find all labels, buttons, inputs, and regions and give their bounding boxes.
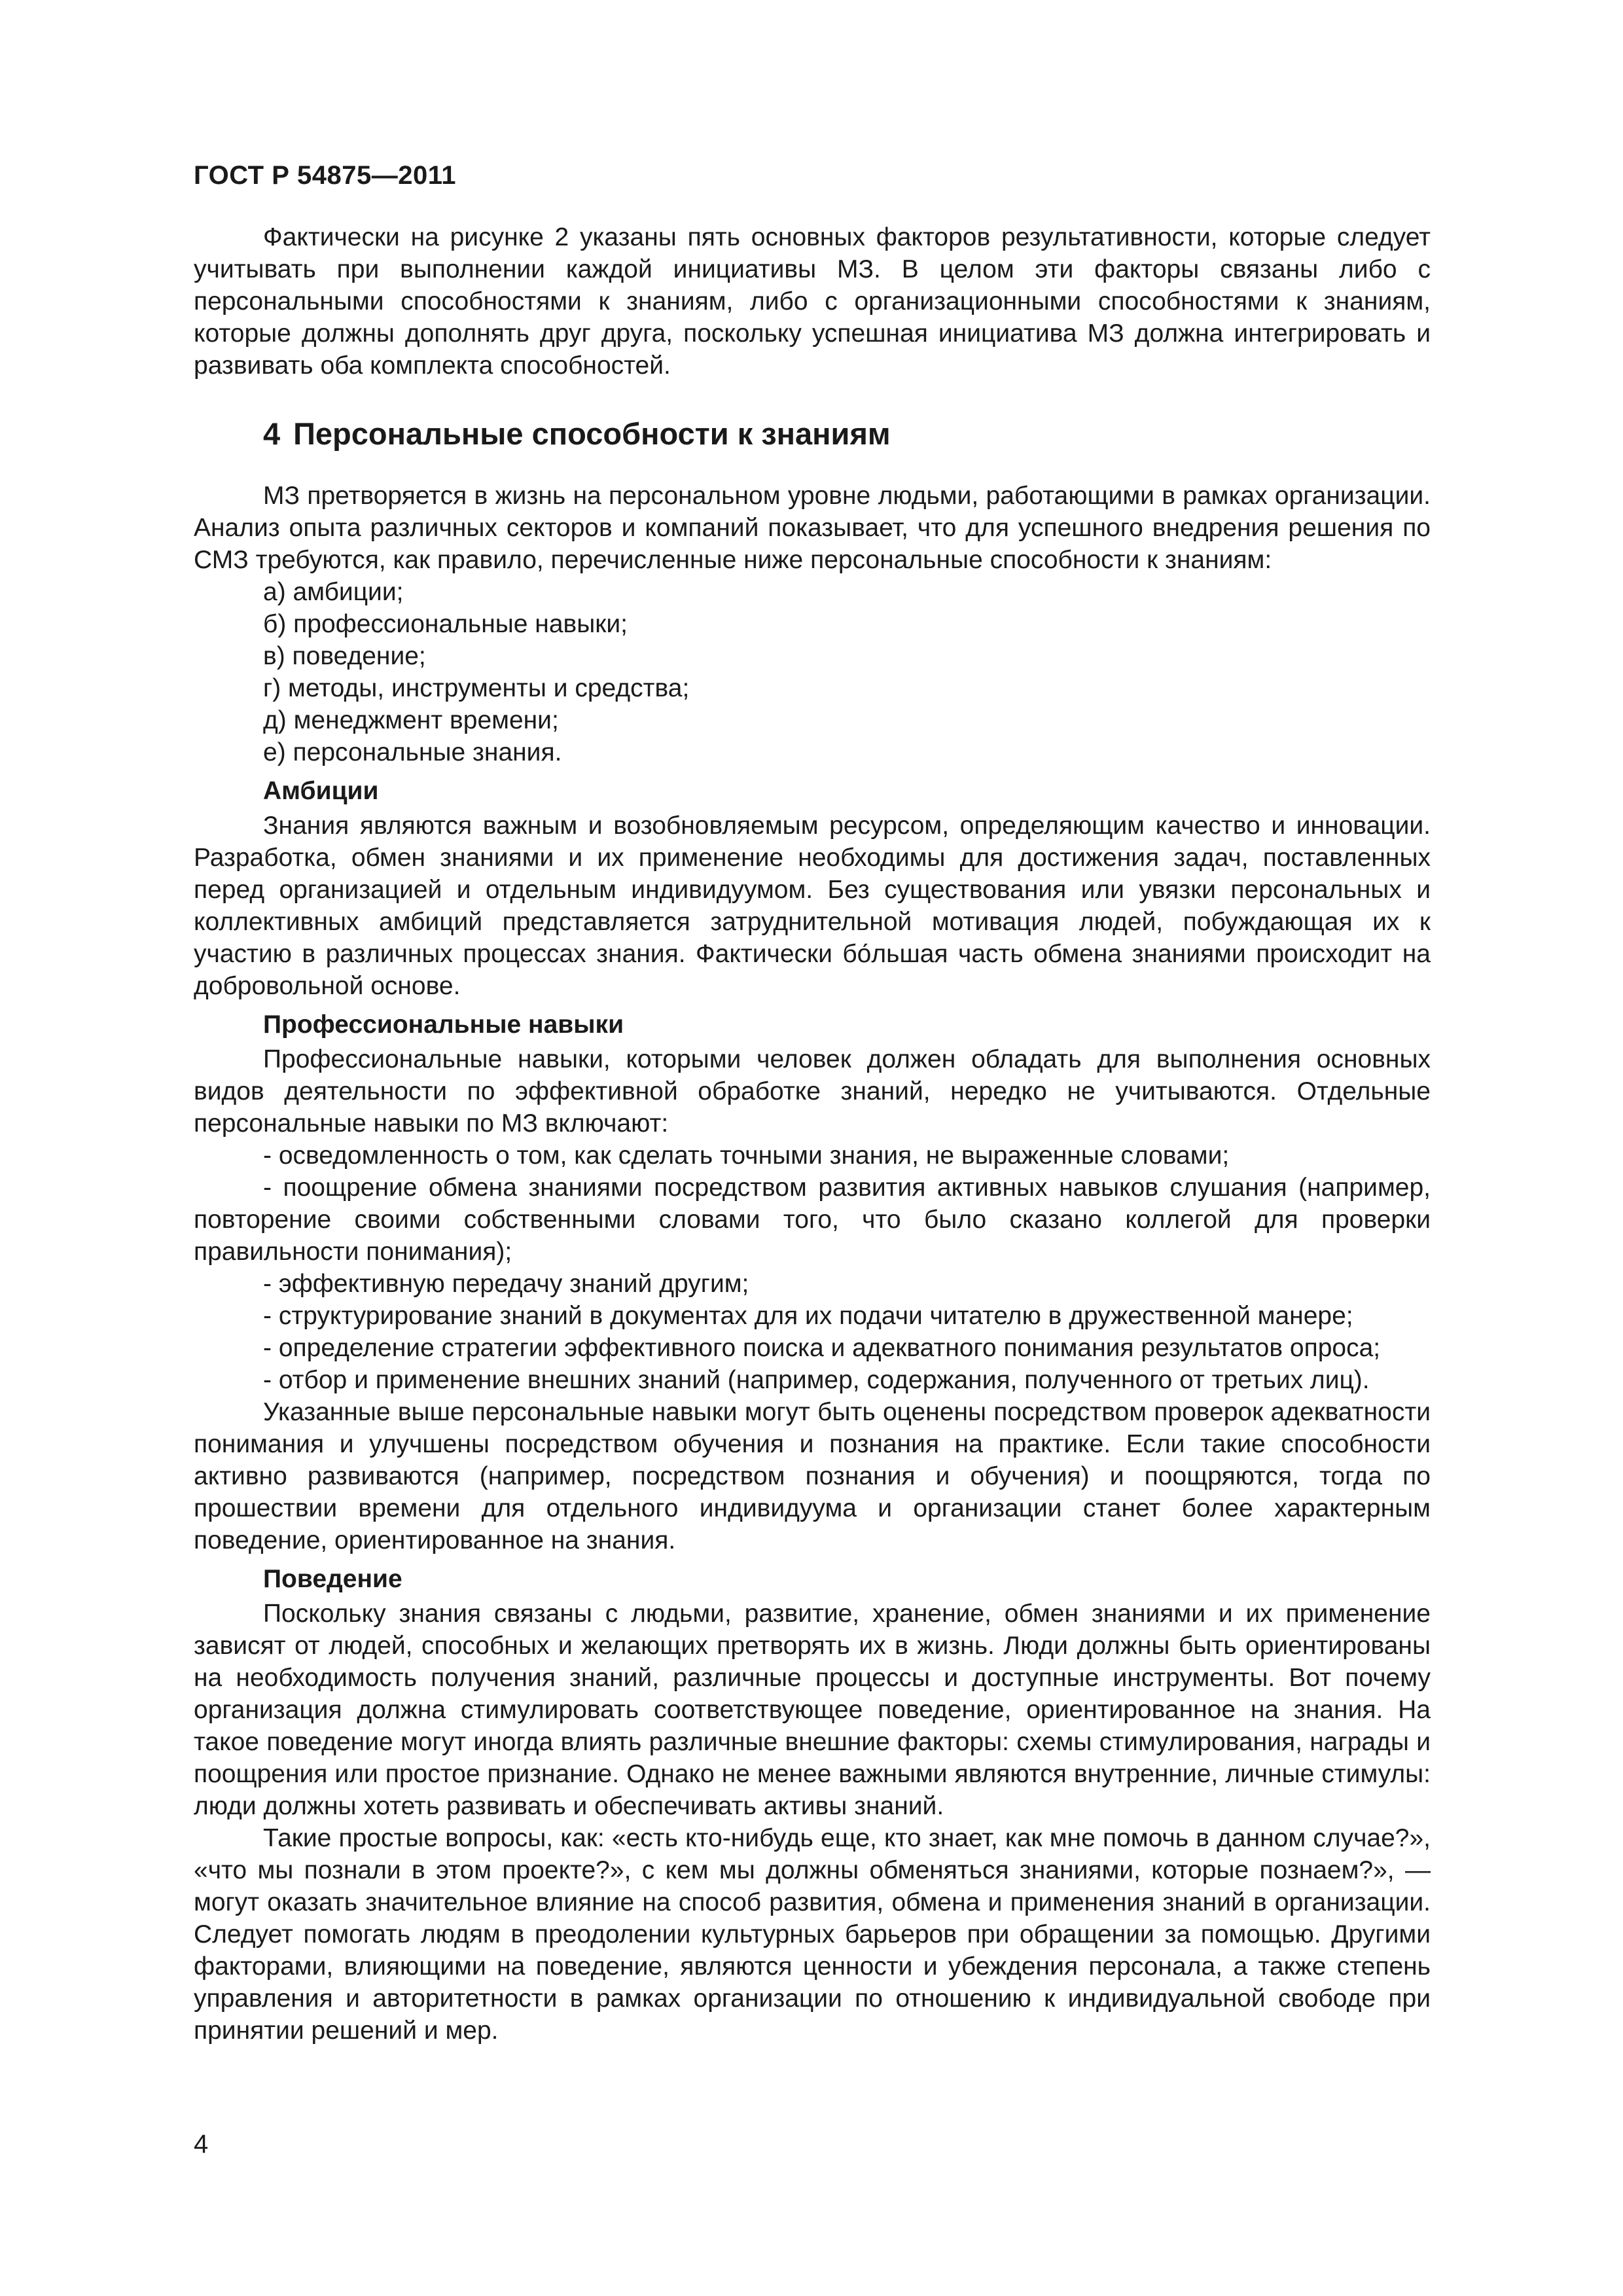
section-4-title: Персональные способности к знаниям — [293, 416, 891, 451]
ambitions-heading: Амбиции — [263, 777, 379, 805]
list-item: б) профессиональные навыки; — [263, 610, 628, 638]
list-item: - структурирование знаний в документах для их подачи читателю в дружественной манере; — [263, 1302, 1353, 1330]
list-item: - отбор и применение внешних знаний (например, содержания, полученного от третьих лиц). — [263, 1366, 1370, 1394]
list-item: г) методы, инструменты и средства; — [263, 674, 690, 702]
document-code: ГОСТ Р 54875—2011 — [194, 161, 456, 190]
list-item: - определение стратегии эффективного поиска и адекватного понимания результатов опроса; — [263, 1334, 1381, 1362]
intro-paragraph: Фактически на рисунке 2 указаны пять основных факторов результативности, которые следует учитывать при выполнении каждой инициативы МЗ. В целом эти факторы связаны либо с персональными способностями к знаниям, либо с организационными способностями к знаниям, которые должны дополнять друг друга, поскольку успешная инициатива МЗ должна интегрировать и развивать оба комплекта способностей. — [194, 223, 1431, 380]
list-item: а) амбиции; — [263, 578, 404, 606]
list-item: - поощрение обмена знаниями посредством развития активных навыков слушания (например, повторение своими собственными словами того, что было сказано коллегой для проверки правильности понимания); — [194, 1174, 1431, 1266]
list-item: в) поведение; — [263, 642, 426, 670]
list-item: е) персональные знания. — [263, 738, 562, 766]
skills-closing-paragraph: Указанные выше персональные навыки могут быть оценены посредством проверок адекватности понимания и улучшены посредством обучения и познания на практике. Если такие способности активно развиваются (например, посредством познания и обучения) и поощряются, тогда по прошествии времени для отдельного индивидуума и организации станет более характерным поведение, ориентированное на знания. — [194, 1398, 1431, 1554]
behavior-paragraph-1: Поскольку знания связаны с людьми, развитие, хранение, обмен знаниями и их применение зависят от людей, способных и желающих претворять их в жизнь. Люди должны быть ориентированы на необходимость получения знаний, различные процессы и доступные инструменты. Вот почему организация должна стимулировать соответствующее поведение, ориентированное на знания. На такое поведение могут иногда влиять различные внешние факторы: схемы стимулирования, награды и поощрения или простое признание. Однако не менее важными являются внутренние, личные стимулы: люди должны хотеть развивать и обеспечивать активы знаний. — [194, 1600, 1431, 1820]
section-4-heading — [194, 416, 1431, 452]
list-item: - осведомленность о том, как сделать точными знания, не выраженные словами; — [263, 1141, 1230, 1170]
capabilities-list — [194, 576, 1431, 768]
section-4-paragraph: МЗ претворяется в жизнь на персональном уровне людьми, работающими в рамках организации. Анализ опыта различных секторов и компаний показывает, что для успешного внедрения решения по СМЗ требуются, как правило, перечисленные ниже персональные способности к знаниям: — [194, 482, 1431, 574]
document-body — [194, 221, 1431, 2047]
page-number: 4 — [194, 2130, 209, 2159]
behavior-paragraph-2: Такие простые вопросы, как: «есть кто-нибудь еще, кто знает, как мне помочь в данном случае?», «что мы познали в этом проекте?», с кем мы должны обменяться знаниями, которые познаем?», — могут оказать значительное влияние на способ развития, обмена и применения знаний в организации. Следует помогать людям в преодолении культурных барьеров при обращении за помощью. Другими факторами, влияющими на поведение, являются ценности и убеждения персонала, а также степень управления и авторитетности в рамках организации по отношению к индивидуальной свободе при принятии решений и мер. — [194, 1824, 1431, 2045]
skills-paragraph: Профессиональные навыки, которыми человек должен обладать для выполнения основных видов деятельности по эффективной обработке знаний, нередко не учитываются. Отдельные персональные навыки по МЗ включают: — [194, 1045, 1431, 1138]
behavior-heading: Поведение — [263, 1565, 402, 1593]
list-item: - эффективную передачу знаний другим; — [263, 1270, 749, 1298]
list-item: д) менеджмент времени; — [263, 706, 559, 734]
skills-list — [194, 1139, 1431, 1396]
skills-heading: Профессиональные навыки — [263, 1011, 624, 1039]
ambitions-paragraph: Знания являются важным и возобновляемым ресурсом, определяющим качество и инновации. Разработка, обмен знаниями и их применение необходимы для достижения задач, поставленных перед организацией и отдельным индивидуумом. Без существования или увязки персональных и коллективных амбиций представляется затруднительной мотивация людей, побуждающая их к участию в различных процессах знания. Фактически бо́льшая часть обмена знаниями происходит на добровольной основе. — [194, 812, 1431, 1000]
section-4-number: 4 — [263, 416, 281, 451]
